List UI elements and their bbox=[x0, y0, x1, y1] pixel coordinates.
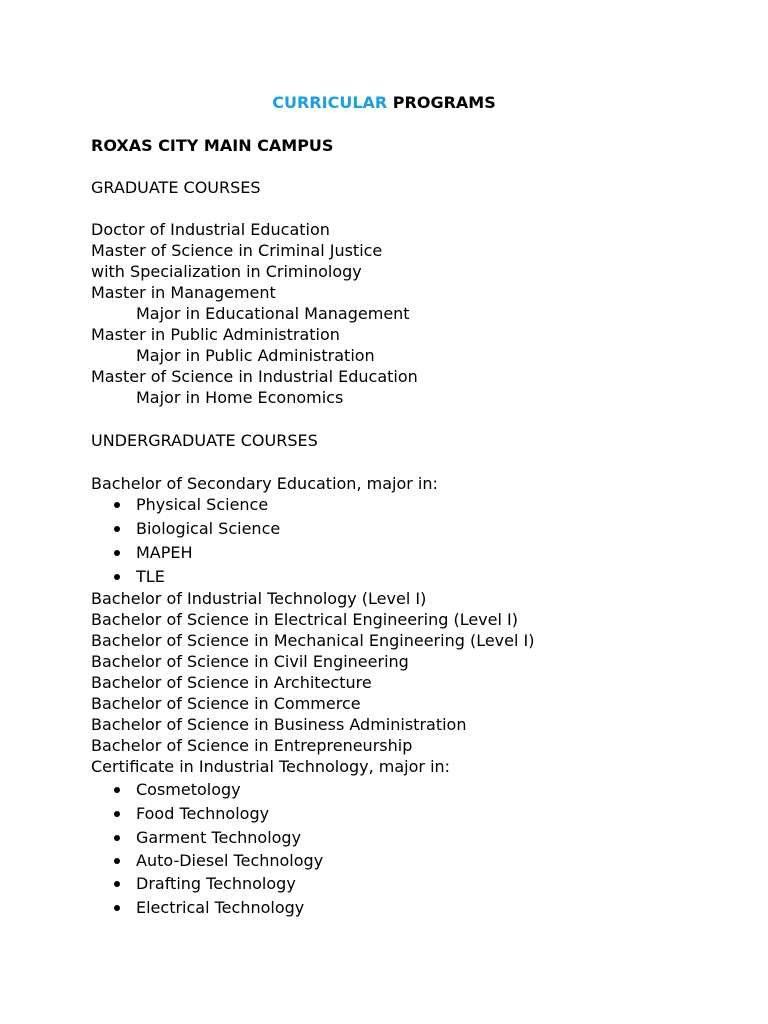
bse-major: Physical Science bbox=[136, 495, 269, 514]
undergraduate-program: Bachelor of Science in Architecture bbox=[91, 673, 372, 692]
bullet-icon bbox=[114, 502, 120, 508]
graduate-course: with Specialization in Criminology bbox=[91, 262, 362, 281]
graduate-major: Major in Home Economics bbox=[136, 388, 344, 407]
bullet-icon bbox=[114, 787, 120, 793]
cit-major: Garment Technology bbox=[136, 828, 302, 847]
title-accent-word: CURRICULAR bbox=[272, 93, 388, 112]
bullet-icon bbox=[114, 905, 120, 911]
bullet-icon bbox=[114, 811, 120, 817]
graduate-course: Master in Management bbox=[91, 283, 276, 302]
undergraduate-program: Certificate in Industrial Technology, major in: bbox=[91, 757, 451, 776]
cit-major: Auto-Diesel Technology bbox=[136, 851, 324, 870]
bse-major: Biological Science bbox=[136, 519, 281, 538]
undergraduate-program: Bachelor of Science in Mechanical Engineering (Level I) bbox=[91, 631, 535, 650]
graduate-course: Master in Public Administration bbox=[91, 325, 340, 344]
bullet-icon bbox=[114, 835, 120, 841]
graduate-major: Major in Public Administration bbox=[136, 346, 375, 365]
graduate-major: Major in Educational Management bbox=[136, 304, 410, 323]
cit-major: Electrical Technology bbox=[136, 898, 305, 917]
undergraduate-heading: UNDERGRADUATE COURSES bbox=[91, 431, 318, 450]
undergraduate-program: Bachelor of Science in Business Administration bbox=[91, 715, 467, 734]
undergraduate-program: Bachelor of Science in Civil Engineering bbox=[91, 652, 409, 671]
cit-major: Cosmetology bbox=[136, 780, 241, 799]
bullet-icon bbox=[114, 858, 120, 864]
bullet-icon bbox=[114, 526, 120, 532]
bse-program: Bachelor of Secondary Education, major in: bbox=[91, 474, 438, 493]
undergraduate-program: Bachelor of Science in Electrical Engineering (Level I) bbox=[91, 610, 518, 629]
bullet-icon bbox=[114, 550, 120, 556]
page-title bbox=[0, 92, 768, 114]
undergraduate-program: Bachelor of Science in Entrepreneurship bbox=[91, 736, 413, 755]
bse-major: MAPEH bbox=[136, 543, 193, 562]
graduate-course: Master of Science in Criminal Justice bbox=[91, 241, 383, 260]
graduate-heading: GRADUATE COURSES bbox=[91, 178, 261, 197]
graduate-course: Master of Science in Industrial Education bbox=[91, 367, 418, 386]
undergraduate-program: Bachelor of Science in Commerce bbox=[91, 694, 361, 713]
cit-major: Food Technology bbox=[136, 804, 270, 823]
title-rest: PROGRAMS bbox=[392, 93, 496, 112]
bse-major: TLE bbox=[136, 567, 165, 586]
undergraduate-program: Bachelor of Industrial Technology (Level I) bbox=[91, 589, 427, 608]
graduate-course: Doctor of Industrial Education bbox=[91, 220, 330, 239]
cit-major: Drafting Technology bbox=[136, 874, 296, 893]
campus-heading: ROXAS CITY MAIN CAMPUS bbox=[91, 136, 334, 155]
bullet-icon bbox=[114, 881, 120, 887]
bullet-icon bbox=[114, 574, 120, 580]
